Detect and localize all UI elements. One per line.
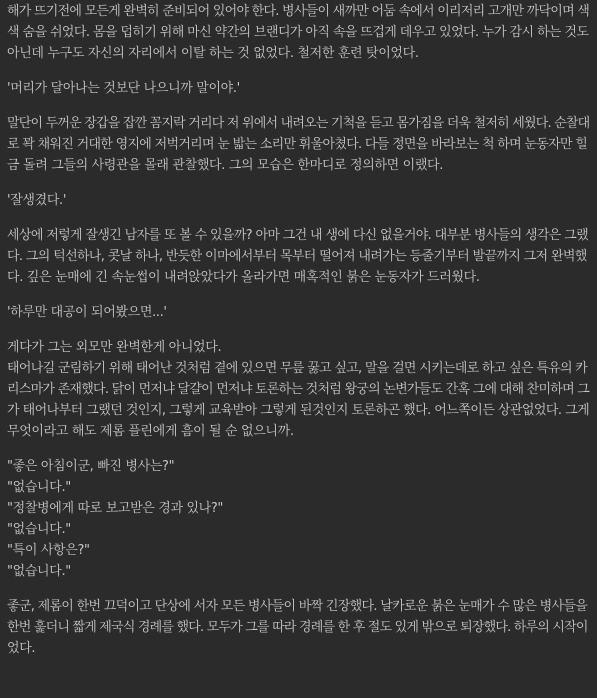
text-line: 좋군, 제롬이 한번 끄덕이고 단상에 서자 모든 병사들이 바짝 긴장했다. 날카로운 붉은 눈매가 수 많은 병사들을: [7, 599, 588, 614]
paragraph-spacer: [7, 442, 589, 456]
paragraph-6-thought: [7, 302, 589, 323]
text-line: '잘생겼다.': [7, 193, 67, 208]
paragraph-8-dialogue: [7, 456, 589, 582]
text-line: 다. 깊은 눈매에 긴 속눈썹이 내려앉았다가 올라가면 매혹적인 붉은 눈동자가 드러웠다.: [7, 270, 480, 285]
novel-text-body: [7, 0, 589, 659]
text-line: 한번 훑더니 짧게 제국식 경례를 했다. 모두가 그를 따라 경례를 한 후 절도 있게 밖으로 퇴장했다. 하루의 시작이: [7, 620, 588, 635]
text-line: 다. 그의 턱선하나, 콧날 하나, 반듯한 이마에서부터 목부터 떨어져 내려가는 등줄기부터 발끝까지 그저 완벽했: [7, 249, 587, 264]
paragraph-spacer: [7, 288, 589, 302]
dialogue-line: "없습니다.": [7, 564, 71, 579]
text-line: '하루만 대공이 되어봤으면...': [7, 305, 167, 320]
text-line: 아닌데 누구도 자신의 자리에서 이탈 하는 것 없었다. 철저한 훈련 탓이었다.: [7, 46, 419, 61]
text-line: 말단이 두꺼운 장갑을 잡깐 꼼지락 거리다 저 위에서 내려오는 기척을 듣고 몸가짐을 더욱 철저히 세웠다. 순찰대: [7, 116, 590, 131]
text-line: 리스마가 존재했다. 닭이 먼저냐 달걀이 먼저냐 토론하는 것처럼 왕궁의 논변가들도 간혹 그에 대해 찬미하며 그: [7, 382, 590, 397]
text-line: 태어나길 군림하기 위해 태어난 것처럼 곁에 있으면 무릎 꿇고 싶고, 말을 걸면 시키는데로 하고 싶은 특유의 카: [7, 361, 588, 376]
paragraph-7: [7, 337, 589, 442]
paragraph-2-thought: [7, 78, 589, 99]
dialogue-line: "정찰병에게 따로 보고받은 경과 있나?": [7, 501, 224, 516]
text-line: 었다.: [7, 641, 36, 656]
text-line: 세상에 저렇게 잘생긴 남자를 또 볼 수 있을까? 아마 그건 내 생에 다신 없을거야. 대부분 병사들의 생각은 그랬: [7, 228, 588, 243]
dialogue-line: "좋은 아침이군, 빠진 병사는?": [7, 459, 175, 474]
text-line: 게다가 그는 외모만 완벽한게 아니었다.: [7, 340, 222, 355]
paragraph-spacer: [7, 99, 589, 113]
paragraph-spacer: [7, 582, 589, 596]
paragraph-spacer: [7, 64, 589, 78]
paragraph-5: [7, 225, 589, 288]
paragraph-4-thought: [7, 190, 589, 211]
paragraph-spacer: [7, 323, 589, 337]
text-line: 금 돌려 그들의 사령관을 몰래 관찰했다. 그의 모습은 한마디로 정의하면 이랬다.: [7, 158, 444, 173]
text-line: '머리가 달아나는 것보단 나으니까 말이야.': [7, 81, 240, 96]
text-line: 색 숨을 쉬었다. 몸을 덥히기 위해 마신 약간의 브랜디가 아직 속을 뜨겁게 데우고 있었다. 누가 감시 하는 것도: [7, 25, 589, 40]
paragraph-1: [7, 0, 589, 64]
paragraph-9: [7, 596, 589, 659]
text-line: 가 태어나부터 그랬던 것인지, 그렇게 교육받아 그렇게 된것인지 토론하곤 했다. 어느쪽이든 상관없었다. 그게: [7, 403, 590, 418]
text-line: 해가 뜨기전에 모든게 완벽히 준비되어 있어야 한다. 병사들이 새까만 어둠 속에서 이리저리 고개만 까닥이며 색: [7, 4, 590, 19]
paragraph-spacer: [7, 176, 589, 190]
text-line: 로 꽉 채워진 거대한 영지에 저벅거리며 눈 밟는 소리만 휘울아쳤다. 다들 정면을 바라보는 척 하며 눈동자만 힐: [7, 137, 588, 152]
dialogue-line: "특이 사항은?": [7, 543, 90, 558]
text-line: 무엇이라고 해도 제롬 플린에게 흠이 될 순 없으니까.: [7, 424, 294, 439]
paragraph-3: [7, 113, 589, 176]
dialogue-line: "없습니다.": [7, 522, 71, 537]
paragraph-spacer: [7, 211, 589, 225]
dialogue-line: "없습니다.": [7, 480, 71, 495]
